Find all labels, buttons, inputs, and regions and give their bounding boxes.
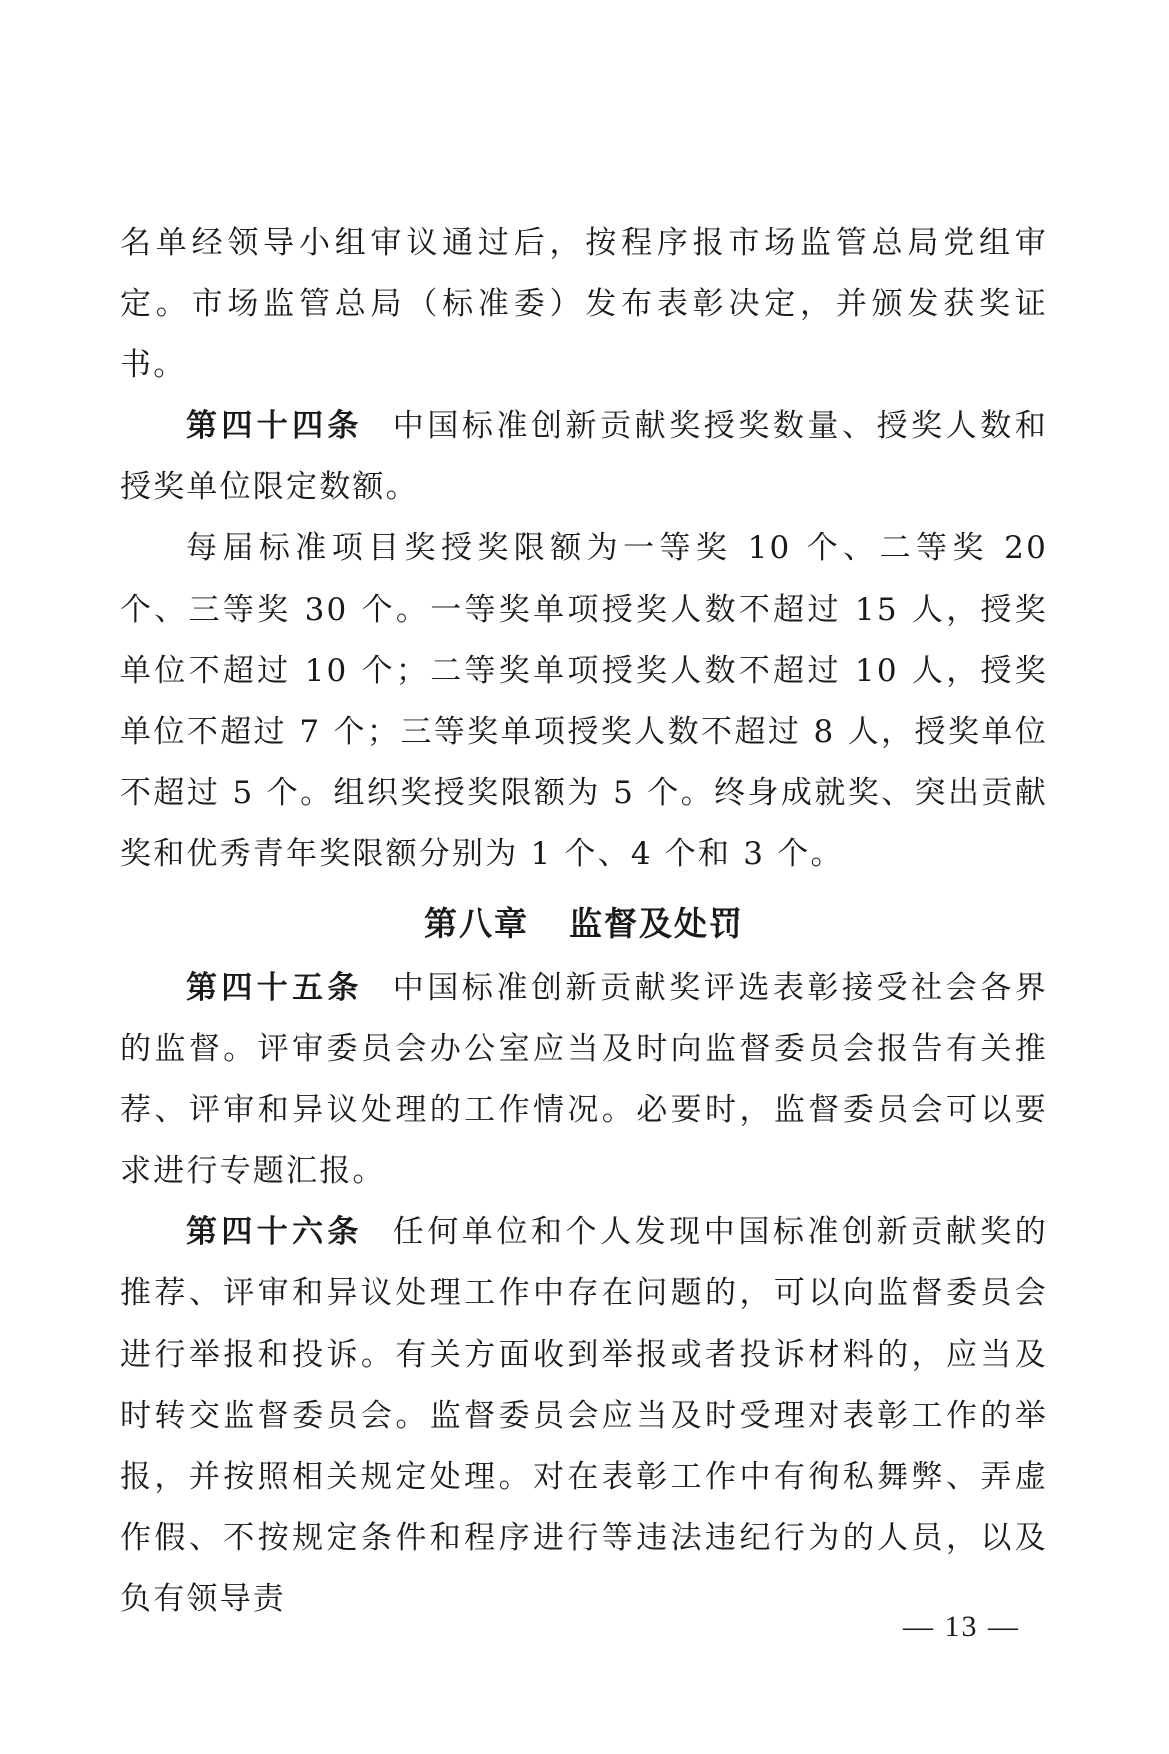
article-number: 第四十五条	[186, 970, 363, 1006]
chapter-body	[120, 958, 1048, 1630]
page-number: — 13 —	[903, 1610, 1020, 1643]
chapter-number: 第八章	[424, 904, 529, 943]
article-text: 中国标准创新贡献奖评选表彰接受社会各界的监督。评审委员会办公室应当及时向监督委员会报告有关推荐、评审和异议处理的工作情况。必要时，监督委员会可以要求进行专题汇报。	[120, 970, 1048, 1190]
article-number: 第四十六条	[186, 1214, 363, 1251]
paragraph-award-limits: 每届标准项目奖授奖限额为一等奖 10 个、二等奖 20 个、三等奖 30 个。一等奖单项授奖人数不超过 15 人，授奖单位不超过 10 个；二等奖单项授奖人数不超过 10 人，授奖单位不超过 7 个；三等奖单项授奖人数不超过 8 人，授奖单位不超过 5 个。组织奖授奖限额为 5 个。终身成就奖、突出贡献奖和优秀青年奖限额分别为 1 个、4 个和 3 个。	[120, 530, 1048, 872]
chapter-heading	[120, 893, 1048, 954]
article-45	[120, 958, 1048, 1202]
article-text: 中国标准创新贡献奖授奖数量、授奖人数和授奖单位限定数额。	[120, 408, 1048, 506]
chapter-title: 监督及处罚	[569, 904, 744, 943]
article-text: 任何单位和个人发现中国标准创新贡献奖的推荐、评审和异议处理工作中存在问题的，可以向监督委员会进行举报和投诉。有关方面收到举报或者投诉材料的，应当及时转交监督委员会。监督委员会应当及时受理对表彰工作的举报，并按照相关规定处理。对在表彰工作中有徇私舞弊、弄虚作假、不按规定条件和程序进行等违法违纪行为的人员，以及负有领导责	[120, 1214, 1048, 1617]
paragraph-continuation: 名单经领导小组审议通过后，按程序报市场监管总局党组审定。市场监管总局（标准委）发布表彰决定，并颁发获奖证书。	[120, 225, 1048, 384]
article-46	[120, 1202, 1048, 1630]
page-content	[120, 213, 1048, 1617]
article-number: 第四十四条	[186, 408, 363, 445]
article-44	[120, 396, 1048, 518]
